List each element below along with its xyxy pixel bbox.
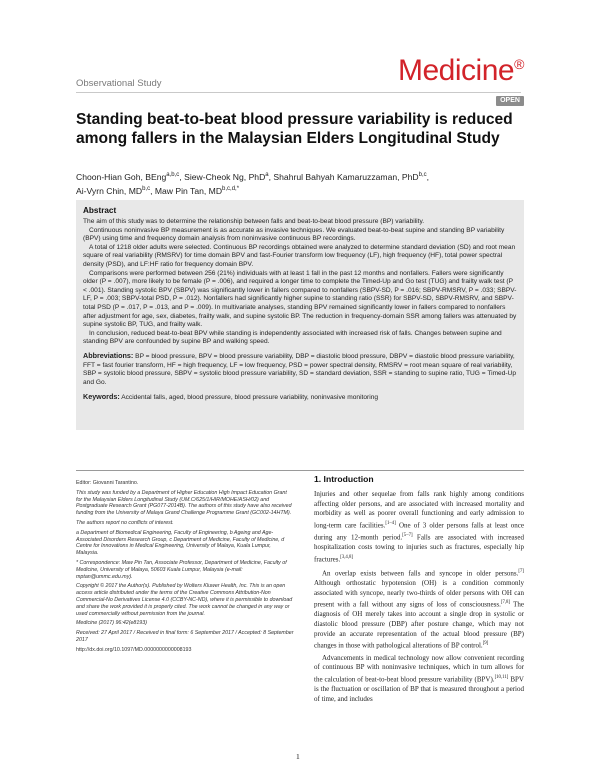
author: Shahrul Bahyah Kamaruzzaman, PhD	[273, 171, 419, 182]
author: Siew-Cheok Ng, PhD	[184, 171, 266, 182]
header-rule	[76, 92, 521, 93]
body-paragraph: An overlap exists between falls and syncope in older persons.[7] Although orthostatic hypotension (OH) is a condition commonly associated with syncope, nearly two-thirds of older persons with OH can present with a fall without any signs of loss of consciousness.[7,8] The diagnosis of OH merely takes into account a single drop in systolic or diastolic blood pressure (DBP) after posture change, which may not provide an accurate representation of the actual blood pressure (BP) changes in those with pathological alterations of BP control.[9]	[314, 568, 524, 650]
citation-ref[interactable]: [9]	[482, 641, 489, 647]
abstract-box	[76, 200, 524, 430]
author: Maw Pin Tan, MD	[154, 185, 223, 196]
abstract-paragraph: Continuous noninvasive BP measurement is as accurate as invasive techniques. We evaluated beat-to-beat supine and standing BP variability (BPV) using time and frequency domain analysis from noninvasive continuous BP recordings.	[83, 226, 505, 243]
keywords	[83, 393, 517, 403]
citation-ref[interactable]: [3,4,8]	[340, 554, 354, 560]
keywords-label: Keywords:	[83, 392, 120, 402]
abbreviations-label: Abbreviations:	[83, 350, 134, 360]
registered-mark: ®	[514, 56, 524, 72]
citation-ref[interactable]: [10,11]	[494, 674, 509, 680]
editor-note: Editor: Giovanni Tarantino.	[76, 480, 139, 486]
author-affiliation: a	[265, 172, 269, 178]
correspondence-note: * Correspondence: Maw Pin Tan, Associate Professor, Department of Medicine, Faculty of Medicine, University of Malaya, 50603 Kuala Lumpur, Malaysia (e-mail: mptan@ummc.edu.my).	[76, 559, 287, 580]
front-matter-column	[76, 480, 294, 657]
section-heading-introduction: 1. Introduction	[314, 474, 374, 484]
body-paragraph: Advancements in medical technology now allow convenient recording of continuous BP with noninvasive techniques, which in turn allows for the calculation of beat-to-beat blood pressure variability (BPV).[10,11] BPV is the fluctuation or oscillation of BP that is measured throughout a period of time, and includes	[314, 653, 524, 703]
citation-ref[interactable]: [7]	[518, 568, 524, 574]
dates-note: Received: 27 April 2017 / Received in final form: 6 September 2017 / Accepted: 8 September 2017	[76, 630, 294, 643]
author-list: Choon-Hian Goh, BEng$^{a,b,c}$, Siew-Cheok Ng, PhD$^a$, Shahrul Bahyah Kamaruzzaman, PhD$^{b,c}$, Ai-Vyrn Chin, MD$^{b,c}$, Maw Pin Tan, $MD^{b,c,d,*}$	[76, 171, 430, 196]
page-number: 1	[296, 752, 300, 761]
doi-link[interactable]: http://dx.doi.org/10.1097/MD.0000000000008193	[76, 646, 192, 653]
conflict-note: The authors report no conflicts of interest.	[76, 519, 174, 526]
author-affiliation: b,c,d,*	[222, 185, 240, 192]
open-access-badge: OPEN	[496, 96, 524, 106]
abstract-paragraph: Comparisons were performed between 256 (21%) individuals with at least 1 fall in the past 12 months and nonfallers. Fallers were significantly older (P = .007), more likely to be female (P = .006), and required a longer time to complete the Timed-Up and Go test (TUG) and frailty walk test (P < .001). Standing systolic BPV (SBPV) was significantly lower in fallers compared to nonfallers (SBPV-SD, P = .016; SBPV-RMSRV, P = .033; SBPV-LF, P = .003; SBPV-total PSD, P = .012). Nonfallers had significantly higher supine to standing ratio (SSR) for SBPV-SD, SBPV-RMSRV, and SBPV-total PSD (P = .017, P = .013, and P = .009). In multivariate analyses, standing BPV remained significantly lower in fallers compared to nonfallers after adjustment for age, sex, diabetes, frailty walk, and supine systolic BP. The reduction in frequency-domain SSR among fallers was attenuated by supine systolic BP, TUG, and frailty walk.	[83, 269, 517, 329]
abstract-paragraph: A total of 1218 older adults were selected. Continuous BP recordings obtained were analyzed to determine standard deviation (SD) and root mean square of real variability (RMSRV) for time domain BPV and fast-Fourier transform low frequency (LF), high frequency (HF), total power spectral density (PSD), and LF:HF ratio for frequency domain BPV.	[83, 243, 516, 268]
citation-note: Medicine (2017) 96:42(e8193)	[76, 620, 147, 627]
author: Ai-Vyrn Chin, MD	[76, 185, 143, 196]
keywords-text: Accidental falls, aged, blood pressure, blood pressure variability, noninvasive monitoring	[121, 394, 379, 402]
author-affiliation: b,c	[142, 185, 151, 192]
affiliations-note: a Department of Biomedical Engineering, Faculty of Engineering, b Ageing and Age-Associated Disorders Research Group, c Department of Medicine, Faculty of Medicine, d Centre for Innovations in Medical Engineering, University of Malaya, Kuala Lumpur, Malaysia.	[76, 529, 285, 557]
abbreviations-text: BP = blood pressure, BPV = blood pressure variability, DBP = diastolic blood pressure, DBPV = diastolic blood pressure variability, FFT = fast fourier transform, HF = high frequency, LF = low frequency, PSD = power spectral density, RMSRV = root mean square of real variability, SBP = systolic blood pressure, SBPV = systolic blood pressure variability, SD = standard deviation, SSR = standing to supine ratio, TUG = Timed-Up and Go.	[83, 352, 517, 386]
author-affiliation: a,b,c	[166, 172, 180, 178]
article-title: Standing beat-to-beat blood pressure variability is reduced among fallers in the Malaysian Elders Longitudinal Study	[76, 111, 513, 147]
section-label: Observational Study	[76, 78, 162, 89]
abbreviations	[83, 352, 517, 387]
author: Choon-Hian Goh, BEng	[76, 171, 167, 182]
introduction-body	[314, 490, 524, 706]
journal-logo	[398, 54, 524, 88]
citation-ref[interactable]: [1–4]	[385, 521, 396, 527]
abstract-heading: Abstract	[83, 206, 117, 215]
abstract-paragraph: In conclusion, reduced beat-to-beat BPV while standing is independently associated with increased risk of falls. Changes between supine and standing BPV are confounded by supine BP and walking speed.	[83, 329, 502, 346]
copyright-note: Copyright © 2017 the Author(s). Published by Wolters Kluwer Health, Inc. This is an open access article distributed under the terms of the Creative Commons Attribution-Non Commercial-No Derivatives License 4.0 (CCBY-NC-ND), where it is permissible to download and share the work provided it is properly cited. The work cannot be changed in any way or used commercially without permission from the journal.	[76, 583, 293, 617]
funding-note: This study was funded by a Department of Higher Education High Impact Education Grant for the Malaysian Elders Longitudinal Study (UM.C/625/1/HIR/MOHE/ASH/02) and Postgraduate Research Grant (PG077-2014B). The authors of this study have also received funding from the University of Malaya Grand Challenge Programme Grant (GC002-14HTM).	[76, 489, 292, 517]
citation-ref[interactable]: [7,8]	[500, 600, 511, 606]
section-divider	[76, 470, 524, 471]
body-paragraph: Injuries and other sequelae from falls rank highly among conditions affecting older persons, and are associated with increased mortality and morbidity as well as poorer overall functioning and early admission to long-term care facilities.[1–4] One of 3 older persons falls at least once during any 12-month period.[5–7] Falls are associated with increased hospitalization costs towing to injuries such as fractures, especially hip fractures.[3,4,8]	[314, 490, 525, 564]
citation-ref[interactable]: [5–7]	[402, 533, 413, 539]
journal-name: Medicine	[398, 54, 515, 87]
abstract-paragraph: The aim of this study was to determine the relationship between falls and beat-to-beat blood pressure (BP) variability.	[83, 218, 425, 225]
author-affiliation: b,c	[418, 172, 427, 178]
